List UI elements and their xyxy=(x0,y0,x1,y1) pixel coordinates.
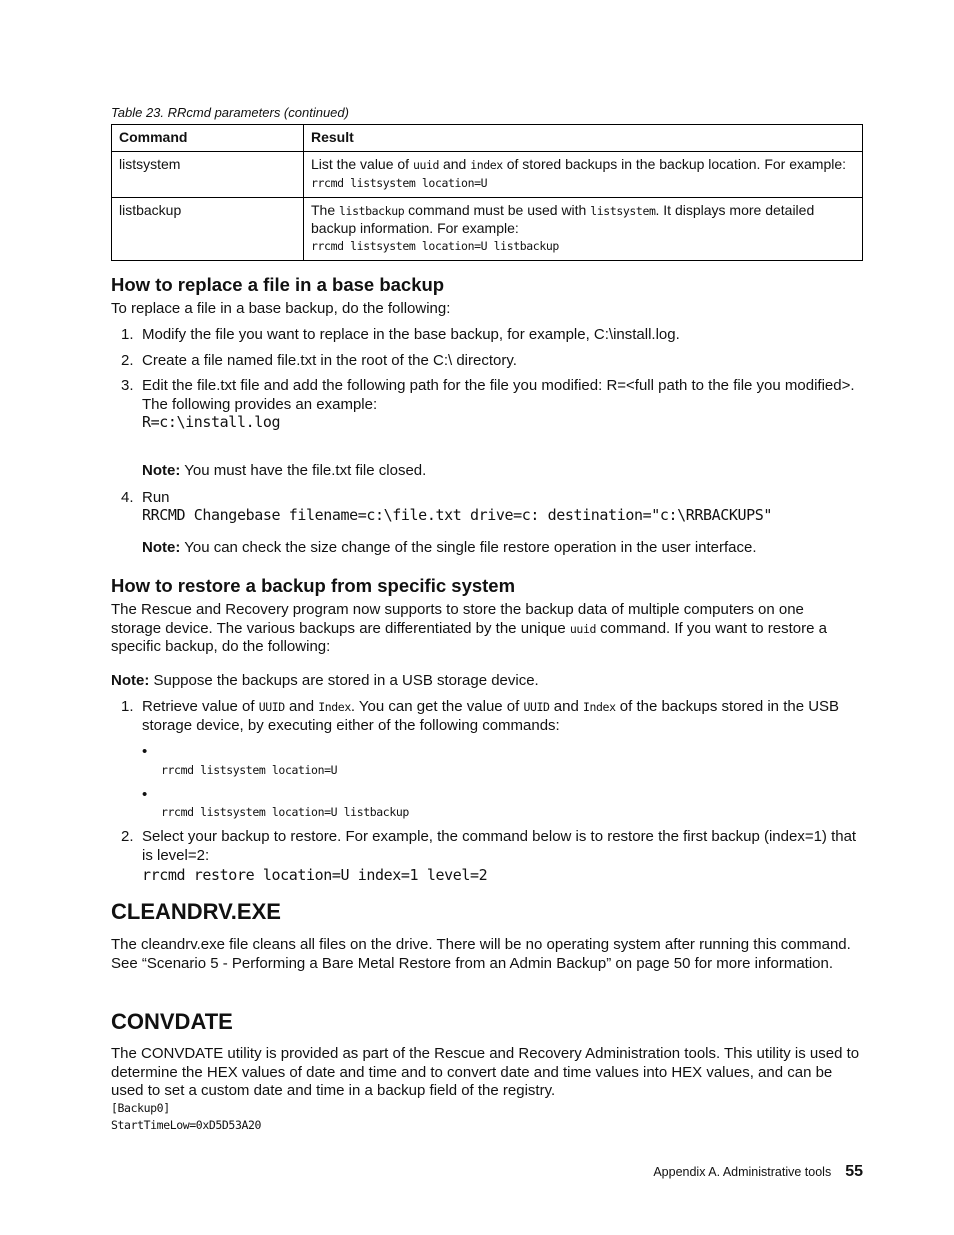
step-text: Modify the file you want to replace in the base backup, for example, C:\install.log. xyxy=(142,326,680,343)
step-number: 2. xyxy=(121,828,134,845)
bullet-icon: • xyxy=(142,786,148,803)
step-number: 2. xyxy=(121,352,134,369)
code-example: rrcmd listsystem location=U xyxy=(311,176,488,190)
header-command: Command xyxy=(112,125,304,152)
cell-result xyxy=(304,198,863,261)
section-title: CLEANDRV.EXE xyxy=(111,899,281,924)
code-example: rrcmd listsystem location=U listbackup xyxy=(161,805,409,819)
step-text: Select your backup to restore. For example, the command below is to restore the first backup (index=1) that is level=2: xyxy=(142,828,857,864)
rrcmd-parameters-table xyxy=(111,124,863,261)
step-text-part: Retrieve value of xyxy=(142,698,259,715)
code-inline: Index xyxy=(318,700,351,714)
code-example: rrcmd listsystem location=U xyxy=(161,763,338,777)
result-text: and xyxy=(439,156,471,172)
note-text: You must have the file.txt file closed. xyxy=(180,462,427,479)
code-inline: index xyxy=(470,158,503,172)
result-text: . It displays more detailed backup information. For example: xyxy=(311,202,815,236)
code-inline: uuid xyxy=(569,621,597,636)
step-text: Create a file named file.txt in the root of the C:\ directory. xyxy=(142,352,517,369)
para-text: command. If you want to restore a specific backup, do the following: xyxy=(111,619,827,655)
code-example: R=c:\install.log xyxy=(142,413,281,431)
step-text-part: of the backups stored in the USB storage device, by executing either of the following commands: xyxy=(142,698,840,734)
note xyxy=(142,539,863,558)
page-number: 55 xyxy=(845,1163,863,1180)
section-heading: How to replace a file in a base backup xyxy=(111,274,445,295)
note-text: Suppose the backups are stored in a USB storage device. xyxy=(149,672,539,689)
note-label: Note: xyxy=(111,672,150,689)
header-result: Result xyxy=(304,125,863,152)
code-inline: UUID xyxy=(258,700,285,714)
step-text-part: and xyxy=(549,698,583,715)
code-example: RRCMD Changebase filename=c:\file.txt drive=c: destination="c:\RRBACKUPS" xyxy=(142,506,773,524)
code-example: rrcmd listsystem location=U listbackup xyxy=(311,239,559,253)
note-label: Note: xyxy=(142,462,181,479)
code-example: [Backup0] xyxy=(111,1101,170,1115)
note xyxy=(142,462,863,481)
result-text: of stored backups in the backup location. For example: xyxy=(502,156,847,172)
table-row xyxy=(112,152,863,198)
step-text: Run xyxy=(142,489,170,506)
table-header-row xyxy=(112,125,863,152)
cell-command: listsystem xyxy=(112,152,304,198)
table-row xyxy=(112,198,863,261)
section-heading: How to restore a backup from specific system xyxy=(111,575,516,596)
result-text: The xyxy=(311,202,340,218)
para-text: The Rescue and Recovery program now supports to store the backup data of multiple computers on one storage device. The various backups are differentiated by the unique xyxy=(111,601,804,637)
note xyxy=(111,672,863,691)
step-number: 1. xyxy=(121,698,134,715)
section-title: CONVDATE xyxy=(111,1009,233,1034)
note-text: You can check the size change of the single file restore operation in the user interface. xyxy=(180,539,757,556)
section-paragraph: The CONVDATE utility is provided as part of the Rescue and Recovery Administration tools. This utility is used to determine the HEX values of date and time and to convert date and time values into HEX values, and can be used to set a custom date and time in a backup field of the registry. xyxy=(111,1045,860,1099)
note-label: Note: xyxy=(142,539,181,556)
step-number: 1. xyxy=(121,326,134,343)
code-inline: uuid xyxy=(412,158,440,172)
bullet-icon: • xyxy=(142,743,148,760)
code-inline: Index xyxy=(582,700,616,714)
code-inline: listbackup xyxy=(339,204,405,218)
footer-text: Appendix A. Administrative tools xyxy=(653,1165,832,1179)
step-text-part: . You can get the value of xyxy=(350,698,524,715)
page-footer xyxy=(653,1163,863,1181)
result-text: List the value of xyxy=(311,156,413,172)
table-caption: Table 23. RRcmd parameters (continued) xyxy=(111,105,349,120)
step-text: Edit the file.txt file and add the following path for the file you modified: R=<full path to the file you modified>. The following provides an example: xyxy=(142,377,855,413)
cell-command: listbackup xyxy=(112,198,304,261)
code-inline: UUID xyxy=(523,700,550,714)
code-example: StartTimeLow=0xD5D53A20 xyxy=(111,1118,262,1132)
section-paragraph xyxy=(111,601,831,657)
step-text-part: and xyxy=(284,698,319,715)
section-intro: To replace a file in a base backup, do the following: xyxy=(111,300,451,317)
section-paragraph: The cleandrv.exe file cleans all files on the drive. There will be no operating system after running this command. See “Scenario 5 - Performing a Bare Metal Restore from an Admin Backup” on page 50 for more information. xyxy=(111,936,851,972)
code-inline: listsystem xyxy=(590,204,656,218)
step-number: 4. xyxy=(121,489,134,506)
step-text xyxy=(142,698,863,735)
code-example: rrcmd restore location=U index=1 level=2 xyxy=(142,866,488,884)
result-text: command must be used with xyxy=(404,202,591,218)
step-number: 3. xyxy=(121,377,134,394)
cell-result xyxy=(304,152,863,198)
